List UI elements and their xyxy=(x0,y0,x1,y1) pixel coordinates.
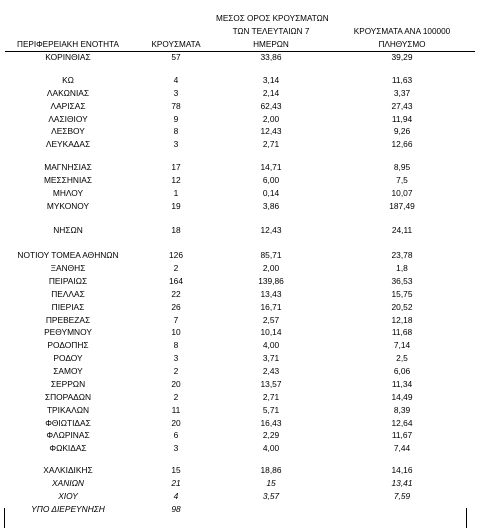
avg-cell: 33,86 xyxy=(260,52,282,62)
per100k-cell: 2,5 xyxy=(396,353,408,363)
header-avg-line1: ΜΕΣΟΣ ΟΡΟΣ ΚΡΟΥΣΜΑΤΩΝ xyxy=(216,14,329,23)
avg-cell: 6,00 xyxy=(262,175,280,185)
per100k-cell: 11,68 xyxy=(391,327,413,337)
cases-cell: 21 xyxy=(171,478,181,488)
header-per100k-line1: ΚΡΟΥΣΜΑΤΑ ΑΝΑ 100000 xyxy=(353,27,451,36)
region-cell: ΛΑΚΩΝΙΑΣ xyxy=(46,88,90,98)
cases-cell: 2 xyxy=(173,263,179,273)
per100k-cell: 7,14 xyxy=(393,340,411,350)
cases-cell: 98 xyxy=(171,504,181,514)
region-cell: ΥΠΟ ΔΙΕΡΕΥΝΗΣΗ xyxy=(31,504,105,514)
per100k-cell: 12,64 xyxy=(391,418,413,428)
per100k-cell: 7,44 xyxy=(393,443,411,453)
avg-cell: 2,29 xyxy=(262,430,280,440)
region-cell: ΦΩΚΙΔΑΣ xyxy=(49,443,87,453)
cases-cell: 3 xyxy=(173,88,179,98)
per100k-cell: 11,94 xyxy=(391,114,413,124)
per100k-cell: 12,18 xyxy=(391,315,413,325)
per100k-cell: 8,95 xyxy=(393,162,411,172)
per100k-cell: 11,34 xyxy=(391,379,413,389)
cases-cell: 12 xyxy=(171,175,181,185)
cases-cell: 164 xyxy=(169,276,183,286)
cases-cell: 3 xyxy=(173,139,179,149)
per100k-cell: 7,5 xyxy=(396,175,408,185)
cases-cell: 2 xyxy=(173,366,179,376)
avg-cell: 12,43 xyxy=(260,225,282,235)
per100k-cell: 6,06 xyxy=(393,366,411,376)
avg-cell: 5,71 xyxy=(262,405,280,415)
region-cell: ΣΕΡΡΩΝ xyxy=(50,379,86,389)
per100k-cell: 24,11 xyxy=(391,225,413,235)
cases-cell: 22 xyxy=(171,289,181,299)
region-cell: ΣΑΜΟΥ xyxy=(53,366,83,376)
cases-cell: 20 xyxy=(171,379,181,389)
region-cell: ΡΟΔΟΠΗΣ xyxy=(47,340,89,350)
cases-cell: 17 xyxy=(171,162,181,172)
per100k-cell: 20,52 xyxy=(391,302,413,312)
region-cell: ΝΟΤΙΟΥ ΤΟΜΕΑ ΑΘΗΝΩΝ xyxy=(17,250,119,260)
region-cell: ΞΑΝΘΗΣ xyxy=(50,263,86,273)
region-cell: ΧΑΛΚΙΔΙΚΗΣ xyxy=(43,465,93,475)
region-cell: ΡΕΘΥΜΝΟΥ xyxy=(44,327,92,337)
cases-cell: 57 xyxy=(171,52,181,62)
cases-cell: 8 xyxy=(173,340,179,350)
avg-cell: 2,71 xyxy=(262,392,280,402)
avg-cell: 2,14 xyxy=(262,88,280,98)
region-cell: ΛΕΣΒΟΥ xyxy=(51,126,85,136)
per100k-cell: 3,37 xyxy=(393,88,411,98)
avg-cell: 18,86 xyxy=(260,465,282,475)
header-per100k-line2: ΠΛΗΘΥΣΜΟ xyxy=(378,40,426,49)
avg-cell: 3,71 xyxy=(262,353,280,363)
region-cell: ΠΕΙΡΑΙΩΣ xyxy=(48,276,88,286)
cases-cell: 18 xyxy=(171,225,181,235)
avg-cell: 12,43 xyxy=(260,126,282,136)
per100k-cell: 39,29 xyxy=(391,52,413,62)
cases-cell: 8 xyxy=(173,126,179,136)
per100k-cell: 8,39 xyxy=(393,405,411,415)
avg-cell: 3,14 xyxy=(262,75,280,85)
region-cell: ΛΑΣΙΘΙΟΥ xyxy=(48,114,88,124)
cases-cell: 26 xyxy=(171,302,181,312)
cases-cell: 19 xyxy=(171,201,181,211)
region-cell: ΜΗΛΟΥ xyxy=(52,188,84,198)
per100k-cell: 7,59 xyxy=(393,491,411,501)
per100k-cell: 1,8 xyxy=(396,263,408,273)
per100k-cell: 11,67 xyxy=(391,430,413,440)
per100k-cell: 12,66 xyxy=(391,139,413,149)
per100k-cell: 27,43 xyxy=(391,101,413,111)
cases-cell: 7 xyxy=(173,315,179,325)
header-cases: ΚΡΟΥΣΜΑΤΑ xyxy=(151,40,201,49)
per100k-cell: 14,49 xyxy=(391,392,413,402)
region-cell: ΣΠΟΡΑΔΩΝ xyxy=(44,392,92,402)
avg-cell: 3,86 xyxy=(262,201,280,211)
cases-cell: 9 xyxy=(173,114,179,124)
per100k-cell: 15,75 xyxy=(391,289,413,299)
per100k-cell: 36,53 xyxy=(391,276,413,286)
avg-cell: 13,43 xyxy=(260,289,282,299)
per100k-cell: 11,63 xyxy=(391,75,413,85)
avg-cell: 0,14 xyxy=(262,188,280,198)
avg-cell: 85,71 xyxy=(260,250,282,260)
cases-cell: 126 xyxy=(169,250,183,260)
avg-cell: 13,57 xyxy=(260,379,282,389)
avg-cell: 2,43 xyxy=(262,366,280,376)
region-cell: ΧΑΝΙΩΝ xyxy=(52,478,84,488)
avg-cell: 4,00 xyxy=(262,443,280,453)
bottom-left-border xyxy=(4,508,5,528)
region-cell: ΦΛΩΡΙΝΑΣ xyxy=(46,430,90,440)
region-cell: ΜΑΓΝΗΣΙΑΣ xyxy=(44,162,92,172)
cases-cell: 3 xyxy=(173,353,179,363)
header-avg-line3: ΗΜΕΡΩΝ xyxy=(253,40,289,49)
region-cell: ΡΟΔΟΥ xyxy=(53,353,83,363)
avg-cell: 2,00 xyxy=(262,114,280,124)
avg-cell: 2,57 xyxy=(262,315,280,325)
region-cell: ΠΕΛΛΑΣ xyxy=(51,289,85,299)
avg-cell: 15 xyxy=(266,478,276,488)
cases-cell: 11 xyxy=(171,405,181,415)
avg-cell: 62,43 xyxy=(260,101,282,111)
per100k-cell: 14,16 xyxy=(391,465,413,475)
avg-cell: 2,00 xyxy=(262,263,280,273)
avg-cell: 16,43 xyxy=(260,418,282,428)
cases-cell: 4 xyxy=(173,491,179,501)
region-cell: ΚΩ xyxy=(62,75,74,85)
per100k-cell: 187,49 xyxy=(389,201,415,211)
cases-cell: 3 xyxy=(173,443,179,453)
avg-cell: 2,71 xyxy=(262,139,280,149)
bottom-right-border xyxy=(466,508,467,528)
per100k-cell: 13,41 xyxy=(391,478,413,488)
header-avg-line2: ΤΩΝ ΤΕΛΕΥΤΑΙΩΝ 7 xyxy=(232,27,310,36)
region-cell: ΛΑΡΙΣΑΣ xyxy=(50,101,86,111)
region-cell: ΧΙΟΥ xyxy=(58,491,78,501)
cases-cell: 2 xyxy=(173,392,179,402)
region-cell: ΚΟΡΙΝΘΙΑΣ xyxy=(45,52,91,62)
avg-cell: 16,71 xyxy=(260,302,282,312)
region-cell: ΤΡΙΚΑΛΩΝ xyxy=(46,405,90,415)
region-cell: ΦΘΙΩΤΙΔΑΣ xyxy=(45,418,91,428)
avg-cell: 4,00 xyxy=(262,340,280,350)
cases-cell: 6 xyxy=(173,430,179,440)
avg-cell: 139,86 xyxy=(258,276,284,286)
avg-cell: 14,71 xyxy=(260,162,282,172)
region-cell: ΝΗΣΩΝ xyxy=(53,225,83,235)
per100k-cell: 10,07 xyxy=(391,188,413,198)
region-cell: ΠΡΕΒΕΖΑΣ xyxy=(45,315,91,325)
region-cell: ΠΙΕΡΙΑΣ xyxy=(51,302,85,312)
per100k-cell: 23,78 xyxy=(391,250,413,260)
cases-cell: 1 xyxy=(173,188,179,198)
cases-cell: 15 xyxy=(171,465,181,475)
region-cell: ΛΕΥΚΑΔΑΣ xyxy=(45,139,91,149)
avg-cell: 10,14 xyxy=(260,327,282,337)
per100k-cell: 9,26 xyxy=(393,126,411,136)
region-cell: ΜΕΣΣΗΝΙΑΣ xyxy=(43,175,93,185)
cases-cell: 4 xyxy=(173,75,179,85)
avg-cell: 3,57 xyxy=(262,491,280,501)
cases-cell: 78 xyxy=(171,101,181,111)
region-cell: ΜΥΚΟΝΟΥ xyxy=(46,201,90,211)
cases-cell: 10 xyxy=(171,327,181,337)
header-region: ΠΕΡΙΦΕΡΕΙΑΚΗ ΕΝΟΤΗΤΑ xyxy=(17,40,119,49)
cases-cell: 20 xyxy=(171,418,181,428)
